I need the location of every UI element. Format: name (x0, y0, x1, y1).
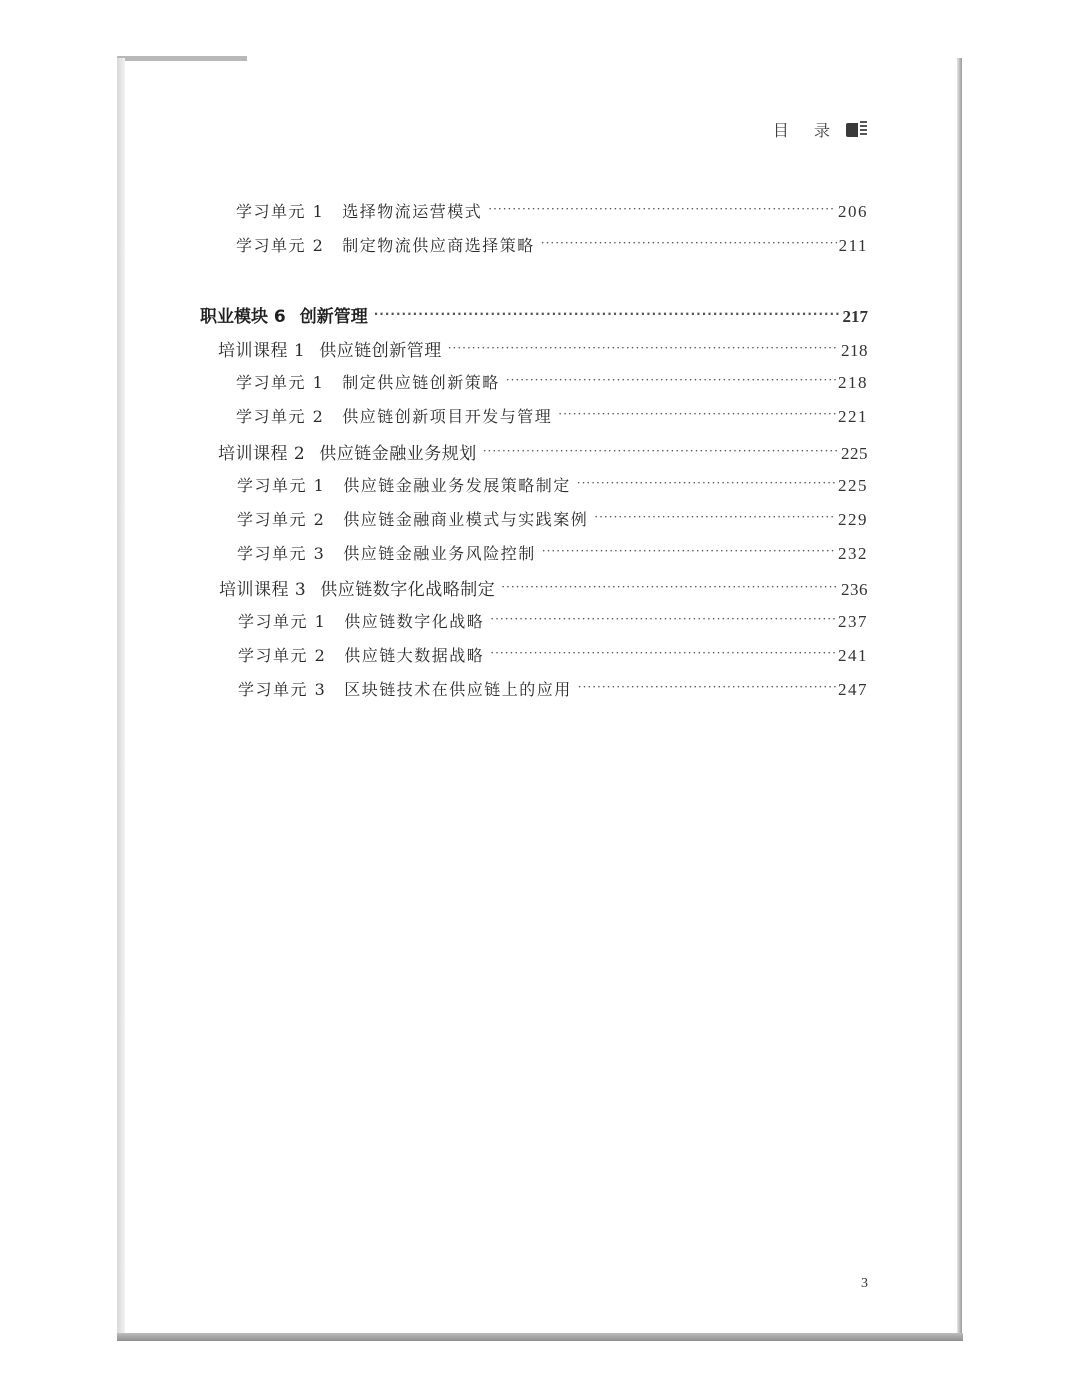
running-head-text: 目 录 (772, 121, 840, 140)
scan-edge-bottom (117, 1333, 963, 1341)
toc-entry-title: 选择物流运营模式 (342, 202, 483, 221)
toc-entry-page: 241 (838, 646, 868, 665)
dot-leader (490, 612, 836, 626)
dot-leader (506, 373, 836, 387)
toc-entry-label: 学习单元 1 (236, 373, 325, 392)
toc-entry-course[interactable] (218, 439, 868, 464)
toc-entry[interactable] (236, 233, 868, 256)
toc-entry-title: 供应链大数据战略 (344, 646, 485, 665)
toc-entry[interactable] (237, 541, 868, 564)
toc-entry-course[interactable] (219, 575, 868, 600)
toc-entry-course[interactable] (218, 336, 868, 361)
toc-entry-page: 221 (838, 407, 868, 426)
toc-entry-label: 学习单元 2 (238, 646, 327, 665)
toc-entry[interactable] (238, 609, 868, 632)
toc-entry-page: 218 (841, 341, 868, 360)
toc-entry[interactable] (237, 507, 868, 530)
toc-entry-title: 制定物流供应商选择策略 (342, 236, 535, 255)
toc-entry-label: 培训课程 2 (218, 444, 306, 464)
dot-leader (501, 580, 839, 594)
dot-leader (558, 407, 836, 421)
toc-entry-page: 217 (842, 307, 868, 326)
toc-entry-page: 237 (838, 612, 868, 631)
page-number: 3 (861, 1276, 868, 1291)
toc-entry-page: 236 (841, 580, 868, 599)
toc-entry-page: 229 (838, 510, 868, 529)
dot-leader (448, 341, 839, 355)
toc-entry[interactable] (238, 643, 868, 666)
scan-edge-top (117, 56, 247, 61)
dot-leader (594, 510, 836, 524)
toc-entry-label: 培训课程 3 (219, 580, 307, 600)
toc-entry-title: 供应链金融商业模式与实践案例 (343, 510, 589, 529)
toc-entry[interactable] (236, 370, 868, 393)
toc-entry-page: 206 (838, 202, 868, 221)
scan-edge-left (117, 58, 125, 1341)
toc-entry-label: 学习单元 3 (237, 544, 326, 563)
running-head (773, 118, 868, 141)
toc-entry-label: 学习单元 1 (236, 202, 325, 221)
toc-entry-title: 供应链数字化战略 (344, 612, 485, 631)
dot-leader (490, 646, 836, 660)
toc-entry-title: 供应链金融业务发展策略制定 (343, 476, 571, 495)
dot-leader (541, 236, 837, 250)
dot-leader (578, 680, 836, 694)
toc-entry-label: 学习单元 1 (237, 476, 326, 495)
book-icon (846, 121, 868, 139)
toc-entry-title: 区块链技术在供应链上的应用 (344, 680, 572, 699)
dot-leader (374, 307, 841, 321)
toc-entry-page: 232 (838, 544, 868, 563)
toc-entry[interactable] (238, 677, 868, 700)
toc-entry[interactable] (236, 199, 868, 222)
toc-entry-page: 211 (838, 236, 868, 255)
toc-entry-label: 学习单元 3 (238, 680, 327, 699)
toc-entry-title: 供应链数字化战略制定 (320, 580, 496, 600)
toc-entry-title: 供应链创新项目开发与管理 (342, 407, 553, 426)
toc-entry-page: 225 (841, 444, 868, 463)
toc-entry-title: 供应链创新管理 (319, 341, 442, 361)
toc-entry-label: 学习单元 1 (238, 612, 327, 631)
scan-edge-right (957, 58, 962, 1341)
toc-entry-module[interactable] (200, 302, 868, 327)
toc-entry-page: 247 (838, 680, 868, 699)
toc-entry[interactable] (236, 404, 868, 427)
toc-entry-label: 职业模块 6 (200, 307, 286, 327)
toc-entry-label: 学习单元 2 (237, 510, 326, 529)
toc-entry-page: 225 (838, 476, 868, 495)
dot-leader (488, 202, 836, 216)
dot-leader (542, 544, 836, 558)
dot-leader (483, 444, 839, 458)
toc-entry-label: 学习单元 2 (236, 236, 325, 255)
toc-entry[interactable] (237, 473, 868, 496)
toc-entry-title: 供应链金融业务规划 (319, 444, 477, 464)
toc-entry-page: 218 (838, 373, 868, 392)
toc-entry-title: 供应链金融业务风险控制 (343, 544, 536, 563)
toc-entry-title: 制定供应链创新策略 (342, 373, 500, 392)
toc-entry-title: 创新管理 (299, 307, 368, 327)
toc-entry-label: 学习单元 2 (236, 407, 325, 426)
toc-entry-label: 培训课程 1 (218, 341, 306, 361)
dot-leader (577, 476, 836, 490)
